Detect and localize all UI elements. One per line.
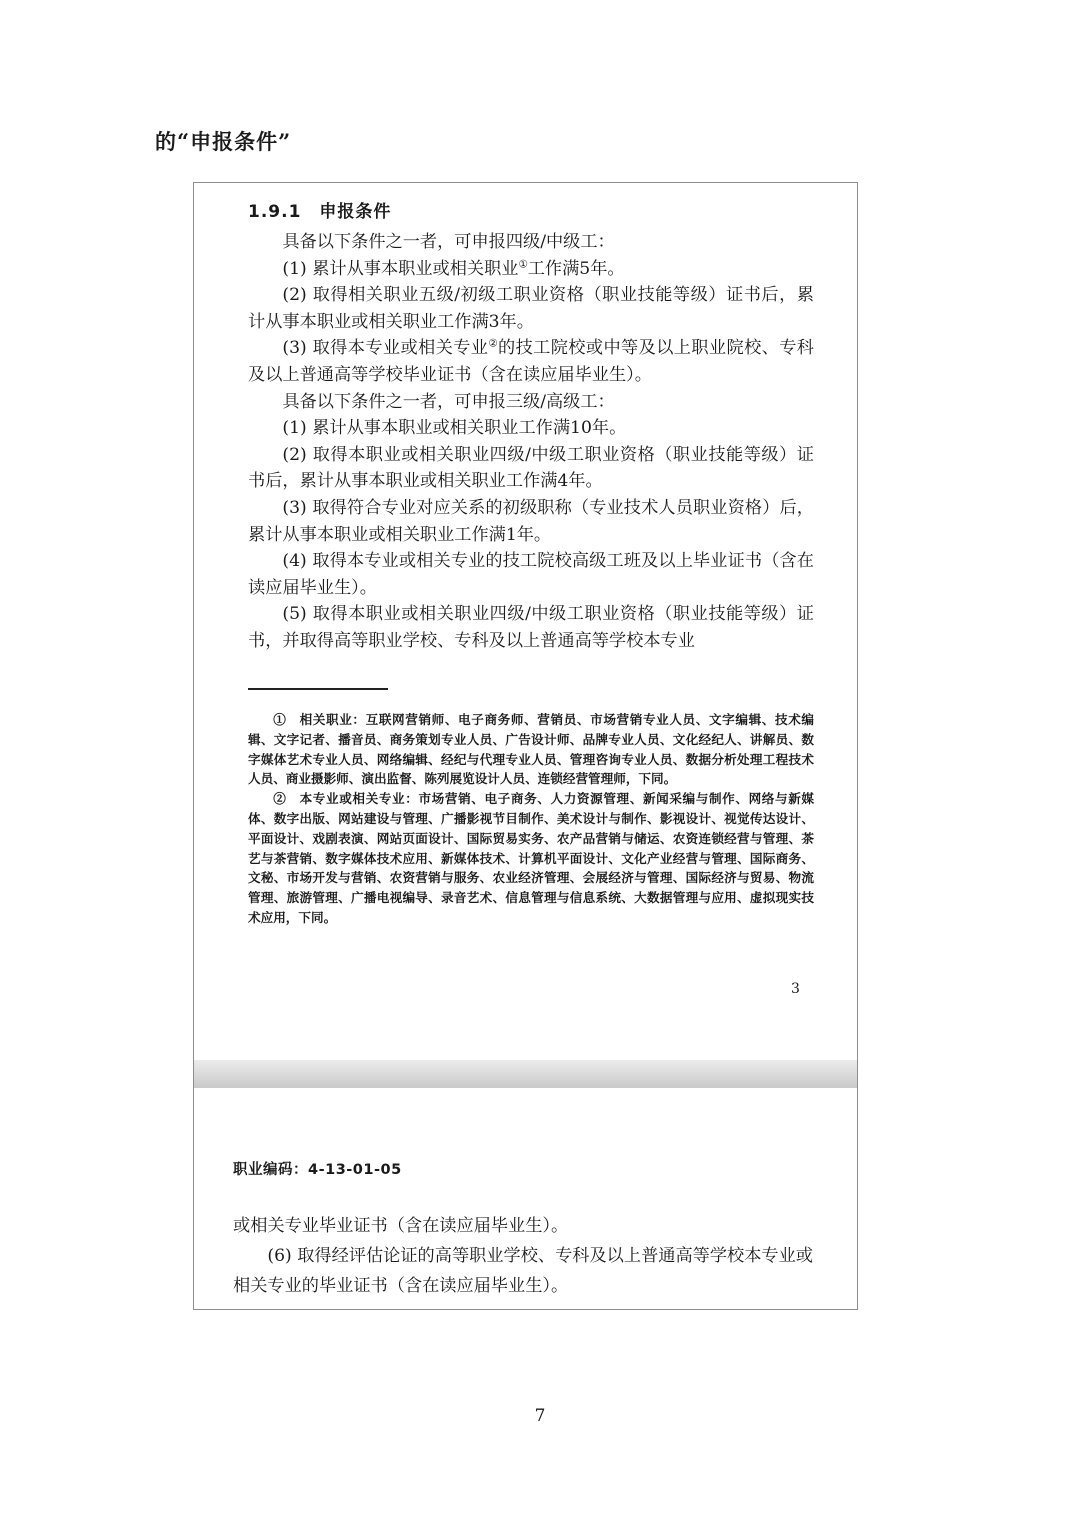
footnote: ② 本专业或相关专业：市场营销、电子商务、人力资源管理、新闻采编与制作、网络与新媒体、数字出版、网站建设与管理、广播影视节目制作、美术设计与制作、影视设计、视觉传达设计、平面设计、戏剧表演、网站页面设计、国际贸易实务、农产品营销与储运、农资连锁经营与管理、茶艺与茶营销、数字媒体技术应用、新媒体技术、计算机平面设计、文化产业经营与管理、国际商务、文秘、市场开发与营销、农资营销与服务、农业经济管理、会展经济与管理、国际经济与贸易、物流管理、旅游管理、广播电视编导、录音艺术、信息管理与信息系统、大数据管理与应用、虚拟现实技术应用，下同。 (248, 791, 814, 925)
continued-body (233, 1211, 813, 1301)
book-page-upper (194, 183, 857, 1060)
footnote-divider (248, 688, 388, 690)
paragraph-text: (3) 取得本专业或相关专业 (282, 338, 489, 359)
paragraph: (2) 取得相关职业五级/初级工职业资格（职业技能等级）证书后，累计从事本职业或相关职业工作满3年。 (248, 285, 814, 332)
paragraph: (6) 取得经评估论证的高等职业学校、专科及以上普通高等学校本专业或相关专业的毕业证书（含在读应届毕业生）。 (233, 1246, 813, 1296)
section-title: 1.9.1 申报条件 (248, 202, 392, 222)
job-code: 职业编码：4-13-01-05 (233, 1162, 402, 1178)
paragraph-text: 的技工院校或中等及以上职业院校、专科及以上普通高等学校毕业证书（含在读应届毕业生）。 (248, 338, 814, 385)
scanned-book-excerpt (193, 182, 858, 1310)
paragraph: (1) 累计从事本职业或相关职业工作满10年。 (282, 418, 627, 439)
paragraph: 具备以下条件之一者，可申报三级/高级工： (282, 391, 615, 412)
paragraph: (4) 取得本专业或相关专业的技工院校高级工班及以上毕业证书（含在读应届毕业生）。 (248, 551, 814, 598)
inner-page-number: 3 (791, 981, 800, 997)
footnotes (248, 710, 814, 928)
intro-heading: 的“申报条件” (155, 129, 292, 154)
footnote-mark: ① (518, 257, 528, 270)
paragraph-text: (1) 累计从事本职业或相关职业 (282, 258, 519, 279)
paragraph (248, 256, 814, 283)
book-page-lower (194, 1088, 857, 1309)
paragraph: 具备以下条件之一者，可申报四级/中级工： (282, 232, 615, 252)
footnote: ① 相关职业：互联网营销师、电子商务师、营销员、市场营销专业人员、文字编辑、技术编辑、文字记者、播音员、商务策划专业人员、广告设计师、品牌专业人员、文化经纪人、讲解员、数字媒体艺术专业人员、网络编辑、经纪与代理专业人员、管理咨询专业人员、数据分析处理工程技术人员、商业摄影师、演出监督、陈列展览设计人员、连锁经营管理师，下同。 (248, 712, 814, 787)
footnote-mark: ② (488, 337, 498, 350)
paragraph: 或相关专业毕业证书（含在读应届毕业生）。 (233, 1216, 569, 1236)
paragraph: (5) 取得本职业或相关职业四级/中级工职业资格（职业技能等级）证书，并取得高等职业学校、专科及以上普通高等学校本专业 (248, 604, 814, 651)
paragraph: (3) 取得符合专业对应关系的初级职称（专业技术人员职业资格）后，累计从事本职业或相关职业工作满1年。 (248, 497, 814, 545)
conditions-body (248, 229, 814, 655)
page-gap-band (194, 1060, 857, 1088)
page-number: 7 (534, 1406, 546, 1426)
paragraph (248, 335, 814, 388)
paragraph: (2) 取得本职业或相关职业四级/中级工职业资格（职业技能等级）证书后，累计从事本职业或相关职业工作满4年。 (248, 444, 814, 492)
paragraph-text: 工作满5年。 (527, 258, 625, 279)
